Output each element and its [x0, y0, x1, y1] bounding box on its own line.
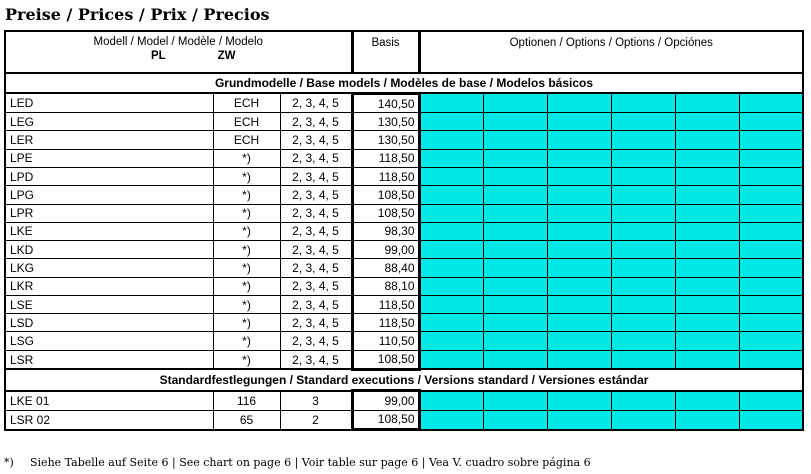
- option-cell: [547, 113, 611, 131]
- option-cell: [739, 314, 803, 332]
- header-zw-label: ZW: [217, 50, 236, 62]
- basis-cell: 130,50: [352, 113, 419, 131]
- option-cell: [547, 295, 611, 313]
- basis-cell: 130,50: [352, 131, 419, 149]
- table-row: [5, 410, 803, 429]
- option-cell: [739, 332, 803, 350]
- page-title: Preise / Prices / Prix / Precios: [5, 5, 270, 24]
- zw-cell: 2, 3, 4, 5: [280, 259, 352, 277]
- option-cell: [419, 131, 483, 149]
- option-cell: [547, 131, 611, 149]
- footnote: [4, 456, 591, 469]
- option-cell: [739, 259, 803, 277]
- pl-cell: *): [213, 350, 280, 369]
- zw-cell: 2, 3, 4, 5: [280, 295, 352, 313]
- table-row: [5, 314, 803, 332]
- option-cell: [483, 350, 547, 369]
- pl-cell: *): [213, 314, 280, 332]
- model-cell: LKE: [5, 222, 213, 240]
- option-cell: [611, 149, 675, 167]
- zw-cell: 2, 3, 4, 5: [280, 277, 352, 295]
- option-cell: [483, 168, 547, 186]
- basis-cell: 108,50: [352, 350, 419, 369]
- option-cell: [419, 350, 483, 369]
- option-cell: [675, 410, 739, 429]
- basis-cell: 108,50: [352, 186, 419, 204]
- option-cell: [547, 204, 611, 222]
- basis-cell: 99,00: [352, 241, 419, 259]
- option-cell: [419, 295, 483, 313]
- header-model-cell: [5, 31, 352, 73]
- table-row: [5, 295, 803, 313]
- option-cell: [611, 391, 675, 410]
- option-cell: [483, 332, 547, 350]
- table-row: [5, 222, 803, 240]
- option-cell: [483, 93, 547, 112]
- pl-cell: 65: [213, 410, 280, 429]
- option-cell: [483, 241, 547, 259]
- option-cell: [611, 350, 675, 369]
- table-row: [5, 204, 803, 222]
- model-cell: LSG: [5, 332, 213, 350]
- option-cell: [675, 168, 739, 186]
- footnote-text: Siehe Tabelle auf Seite 6 | See chart on page 6 | Voir table sur page 6 | Vea V. cuadro sobre página 6: [30, 456, 591, 469]
- pl-cell: *): [213, 222, 280, 240]
- option-cell: [675, 314, 739, 332]
- option-cell: [675, 350, 739, 369]
- option-cell: [419, 241, 483, 259]
- pl-cell: *): [213, 149, 280, 167]
- option-cell: [419, 222, 483, 240]
- section-standard-executions: [5, 369, 803, 390]
- option-cell: [547, 149, 611, 167]
- option-cell: [739, 149, 803, 167]
- option-cell: [419, 391, 483, 410]
- pl-cell: *): [213, 168, 280, 186]
- option-cell: [675, 149, 739, 167]
- option-cell: [547, 410, 611, 429]
- option-cell: [547, 186, 611, 204]
- zw-cell: 2, 3, 4, 5: [280, 93, 352, 112]
- header-model-label: Modell / Model / Modèle / Modelo: [93, 36, 263, 48]
- header-options-label: Optionen / Options / Options / Opciónes: [419, 31, 803, 73]
- option-cell: [739, 295, 803, 313]
- table-row: [5, 391, 803, 410]
- option-cell: [675, 131, 739, 149]
- table-row: [5, 113, 803, 131]
- option-cell: [419, 186, 483, 204]
- model-cell: LSR 02: [5, 410, 213, 429]
- option-cell: [547, 168, 611, 186]
- option-cell: [675, 295, 739, 313]
- basis-cell: 110,50: [352, 332, 419, 350]
- option-cell: [675, 222, 739, 240]
- option-cell: [611, 186, 675, 204]
- table-row: [5, 168, 803, 186]
- option-cell: [547, 350, 611, 369]
- option-cell: [419, 93, 483, 112]
- option-cell: [483, 410, 547, 429]
- table-row: [5, 93, 803, 112]
- zw-cell: 2, 3, 4, 5: [280, 113, 352, 131]
- section-base-models: [5, 73, 803, 94]
- option-cell: [739, 186, 803, 204]
- option-cell: [739, 241, 803, 259]
- header-basis-label: Basis: [352, 31, 419, 73]
- option-cell: [611, 314, 675, 332]
- zw-cell: 2, 3, 4, 5: [280, 241, 352, 259]
- pl-cell: ECH: [213, 131, 280, 149]
- model-cell: LEG: [5, 113, 213, 131]
- option-cell: [547, 259, 611, 277]
- option-cell: [547, 314, 611, 332]
- option-cell: [483, 131, 547, 149]
- option-cell: [547, 241, 611, 259]
- basis-cell: 108,50: [352, 204, 419, 222]
- model-cell: LPE: [5, 149, 213, 167]
- basis-cell: 108,50: [352, 410, 419, 429]
- option-cell: [419, 168, 483, 186]
- option-cell: [675, 259, 739, 277]
- zw-cell: 2, 3, 4, 5: [280, 186, 352, 204]
- option-cell: [675, 186, 739, 204]
- zw-cell: 2, 3, 4, 5: [280, 204, 352, 222]
- option-cell: [739, 131, 803, 149]
- option-cell: [739, 113, 803, 131]
- zw-cell: 2, 3, 4, 5: [280, 131, 352, 149]
- model-cell: LKD: [5, 241, 213, 259]
- table-row: [5, 131, 803, 149]
- model-cell: LKG: [5, 259, 213, 277]
- basis-cell: 118,50: [352, 295, 419, 313]
- pl-cell: *): [213, 259, 280, 277]
- option-cell: [739, 93, 803, 112]
- section-standard-label: Standardfestlegungen / Standard executions / Versions standard / Versiones estándar: [5, 369, 803, 390]
- option-cell: [419, 204, 483, 222]
- zw-cell: 2: [280, 410, 352, 429]
- pl-cell: *): [213, 186, 280, 204]
- model-cell: LSE: [5, 295, 213, 313]
- option-cell: [739, 222, 803, 240]
- option-cell: [419, 410, 483, 429]
- option-cell: [419, 113, 483, 131]
- basis-cell: 98,30: [352, 222, 419, 240]
- option-cell: [739, 204, 803, 222]
- model-cell: LPG: [5, 186, 213, 204]
- model-cell: LPR: [5, 204, 213, 222]
- option-cell: [611, 204, 675, 222]
- pl-cell: 116: [213, 391, 280, 410]
- option-cell: [611, 168, 675, 186]
- zw-cell: 2, 3, 4, 5: [280, 350, 352, 369]
- option-cell: [675, 277, 739, 295]
- pl-cell: ECH: [213, 113, 280, 131]
- option-cell: [675, 204, 739, 222]
- zw-cell: 2, 3, 4, 5: [280, 149, 352, 167]
- option-cell: [611, 259, 675, 277]
- option-cell: [611, 241, 675, 259]
- option-cell: [483, 113, 547, 131]
- option-cell: [611, 131, 675, 149]
- header-pl-label: PL: [150, 50, 166, 62]
- option-cell: [547, 93, 611, 112]
- option-cell: [483, 391, 547, 410]
- table-row: [5, 277, 803, 295]
- option-cell: [483, 186, 547, 204]
- option-cell: [675, 332, 739, 350]
- option-cell: [739, 168, 803, 186]
- zw-cell: 2, 3, 4, 5: [280, 168, 352, 186]
- basis-cell: 99,00: [352, 391, 419, 410]
- option-cell: [611, 222, 675, 240]
- model-cell: LER: [5, 131, 213, 149]
- table-row: [5, 259, 803, 277]
- section-base-label: Grundmodelle / Base models / Modèles de base / Modelos básicos: [5, 73, 803, 94]
- option-cell: [483, 277, 547, 295]
- model-cell: LKR: [5, 277, 213, 295]
- pl-cell: ECH: [213, 93, 280, 112]
- table-row: [5, 332, 803, 350]
- option-cell: [483, 204, 547, 222]
- table-header-row: [5, 31, 803, 73]
- basis-cell: 118,50: [352, 149, 419, 167]
- pl-cell: *): [213, 241, 280, 259]
- option-cell: [547, 277, 611, 295]
- option-cell: [611, 295, 675, 313]
- basis-cell: 88,40: [352, 259, 419, 277]
- zw-cell: 2, 3, 4, 5: [280, 314, 352, 332]
- table-row: [5, 241, 803, 259]
- footnote-mark: *): [4, 456, 14, 469]
- price-table: [4, 30, 804, 431]
- option-cell: [547, 222, 611, 240]
- option-cell: [675, 93, 739, 112]
- pl-cell: *): [213, 332, 280, 350]
- option-cell: [483, 314, 547, 332]
- option-cell: [739, 277, 803, 295]
- option-cell: [611, 332, 675, 350]
- table-row: [5, 186, 803, 204]
- option-cell: [611, 93, 675, 112]
- option-cell: [483, 295, 547, 313]
- model-cell: LKE 01: [5, 391, 213, 410]
- option-cell: [419, 277, 483, 295]
- option-cell: [739, 391, 803, 410]
- option-cell: [483, 222, 547, 240]
- table-row: [5, 149, 803, 167]
- option-cell: [675, 241, 739, 259]
- basis-cell: 140,50: [352, 93, 419, 112]
- basis-cell: 118,50: [352, 314, 419, 332]
- option-cell: [419, 259, 483, 277]
- zw-cell: 3: [280, 391, 352, 410]
- option-cell: [611, 410, 675, 429]
- option-cell: [675, 113, 739, 131]
- zw-cell: 2, 3, 4, 5: [280, 332, 352, 350]
- model-cell: LSD: [5, 314, 213, 332]
- table-row: [5, 350, 803, 369]
- option-cell: [611, 277, 675, 295]
- pl-cell: *): [213, 277, 280, 295]
- option-cell: [547, 332, 611, 350]
- option-cell: [611, 113, 675, 131]
- model-cell: LPD: [5, 168, 213, 186]
- basis-cell: 88,10: [352, 277, 419, 295]
- pl-cell: *): [213, 295, 280, 313]
- zw-cell: 2, 3, 4, 5: [280, 222, 352, 240]
- option-cell: [739, 410, 803, 429]
- option-cell: [419, 149, 483, 167]
- option-cell: [419, 314, 483, 332]
- option-cell: [547, 391, 611, 410]
- option-cell: [739, 350, 803, 369]
- option-cell: [483, 259, 547, 277]
- option-cell: [483, 149, 547, 167]
- model-cell: LSR: [5, 350, 213, 369]
- option-cell: [419, 332, 483, 350]
- model-cell: LED: [5, 93, 213, 112]
- pl-cell: *): [213, 204, 280, 222]
- option-cell: [675, 391, 739, 410]
- basis-cell: 118,50: [352, 168, 419, 186]
